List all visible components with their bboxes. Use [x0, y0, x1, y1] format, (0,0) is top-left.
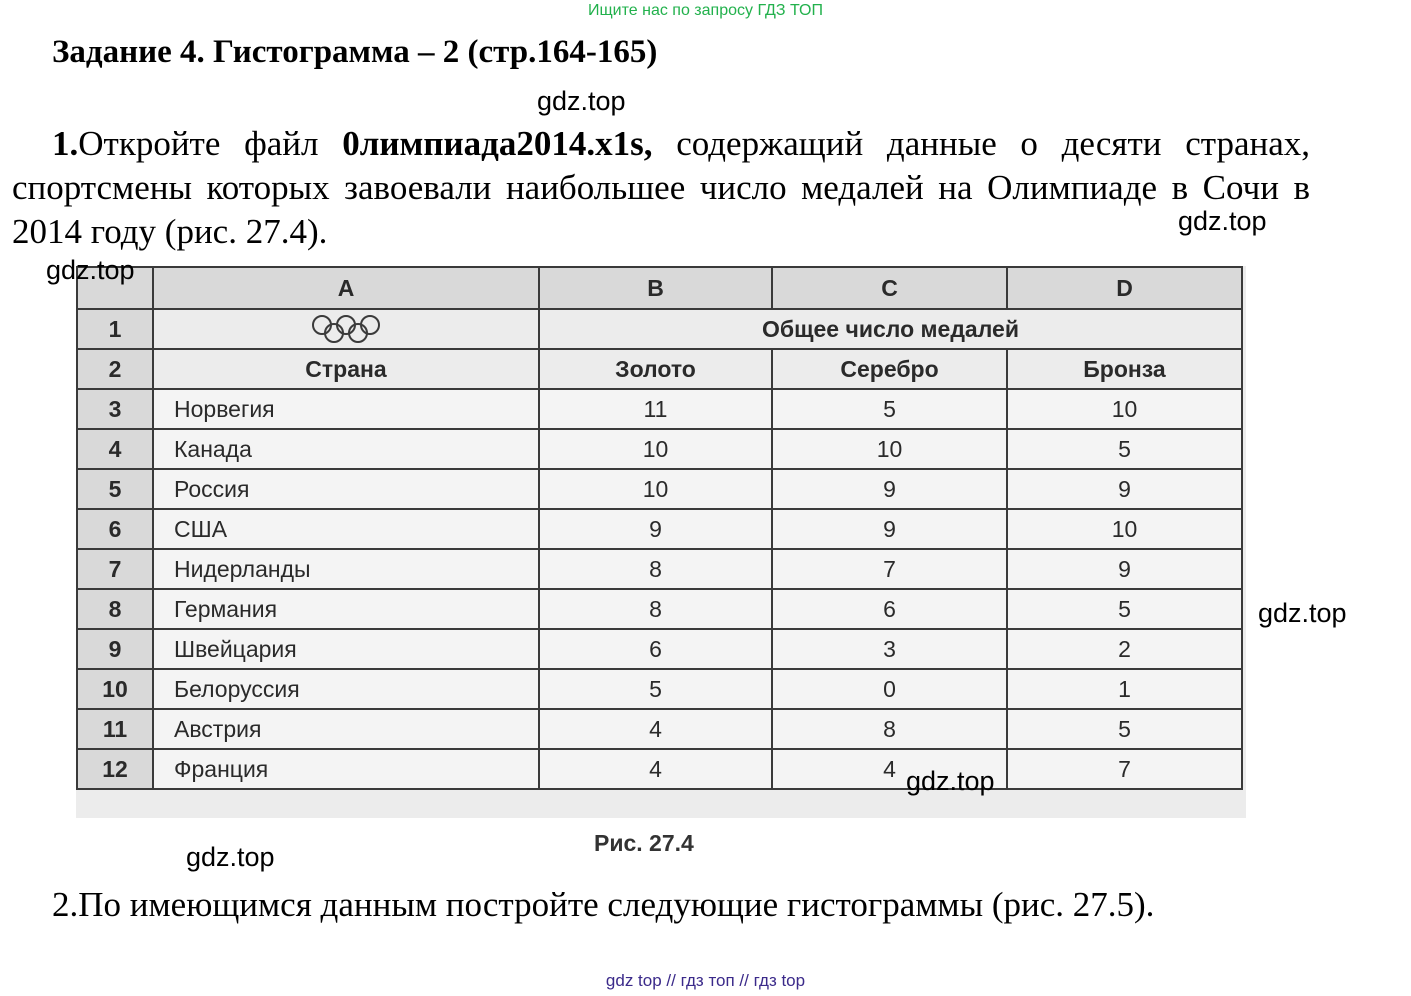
column-header-c: C — [772, 267, 1007, 309]
table-row — [77, 469, 1242, 509]
cell-silver: 9 — [772, 469, 1007, 509]
cell-bronze: 10 — [1007, 389, 1242, 429]
cell-country: Канада — [153, 429, 539, 469]
cell-country: Франция — [153, 749, 539, 789]
task-2-paragraph: 2.По имеющимся данным постройте следующие гистограммы (рис. 27.5). — [52, 885, 1155, 924]
cell-silver: 6 — [772, 589, 1007, 629]
cell-bronze: 9 — [1007, 469, 1242, 509]
row-number: 9 — [77, 629, 153, 669]
search-hint: Ищите нас по запросу ГДЗ ТОП — [588, 2, 823, 19]
watermark: gdz.top — [1258, 598, 1347, 628]
task-1-paragraph — [12, 122, 1310, 254]
cell-country: Белоруссия — [153, 669, 539, 709]
cell-country: Россия — [153, 469, 539, 509]
cell-gold: 8 — [539, 589, 772, 629]
figure-caption: Рис. 27.4 — [594, 830, 694, 856]
row-number: 3 — [77, 389, 153, 429]
header-silver: Серебро — [772, 349, 1007, 389]
row-number: 1 — [77, 309, 153, 349]
cell-gold: 9 — [539, 509, 772, 549]
cell-bronze: 5 — [1007, 589, 1242, 629]
column-header-a: A — [153, 267, 539, 309]
table-row — [77, 549, 1242, 589]
cell-silver: 8 — [772, 709, 1007, 749]
table-row — [77, 709, 1242, 749]
watermark: gdz.top — [906, 766, 995, 796]
cell-gold: 10 — [539, 429, 772, 469]
watermark: gdz.top — [1178, 206, 1267, 236]
cell-silver: 0 — [772, 669, 1007, 709]
watermark: gdz.top — [537, 86, 626, 116]
cell-bronze: 7 — [1007, 749, 1242, 789]
medals-title-cell: Общее число медалей — [539, 309, 1242, 349]
column-header-row — [77, 267, 1242, 309]
row-number: 6 — [77, 509, 153, 549]
table-row — [77, 389, 1242, 429]
cell-silver: 4 — [772, 749, 1007, 789]
cell-bronze: 9 — [1007, 549, 1242, 589]
table-row — [77, 509, 1242, 549]
task-1-number: 1. — [52, 124, 79, 163]
cell-bronze: 5 — [1007, 709, 1242, 749]
cell-gold: 10 — [539, 469, 772, 509]
table-row — [77, 629, 1242, 669]
footer-links: gdz top // гдз топ // гдз top — [605, 971, 806, 990]
cell-gold: 8 — [539, 549, 772, 589]
row-number: 12 — [77, 749, 153, 789]
row-number: 11 — [77, 709, 153, 749]
column-header-d: D — [1007, 267, 1242, 309]
column-header-b: B — [539, 267, 772, 309]
cell-gold: 4 — [539, 749, 772, 789]
olympic-rings-icon — [306, 314, 386, 344]
task-1-text-end: содержащий данные о десяти странах, спортсмены которых завоевали наибольшее число медалей на Олимпиаде в Сочи в 2014 году (рис. 27.4). — [12, 124, 1311, 251]
watermark: gdz.top — [46, 255, 135, 285]
row-number: 10 — [77, 669, 153, 709]
cell-gold: 4 — [539, 709, 772, 749]
table-row — [77, 669, 1242, 709]
header-bronze: Бронза — [1007, 349, 1242, 389]
row-number: 4 — [77, 429, 153, 469]
page-title: Задание 4. Гистограмма – 2 (стр.164-165) — [52, 34, 658, 70]
row-number: 8 — [77, 589, 153, 629]
cell-silver: 9 — [772, 509, 1007, 549]
cell-bronze: 1 — [1007, 669, 1242, 709]
cell-country: Нидерланды — [153, 549, 539, 589]
cell-silver: 5 — [772, 389, 1007, 429]
watermark: gdz.top — [186, 842, 275, 872]
table-row — [77, 309, 1242, 349]
row-number: 7 — [77, 549, 153, 589]
row-number: 2 — [77, 349, 153, 389]
cell-gold: 5 — [539, 669, 772, 709]
cell-country: Германия — [153, 589, 539, 629]
cell-silver: 7 — [772, 549, 1007, 589]
header-country: Страна — [153, 349, 539, 389]
row-number: 5 — [77, 469, 153, 509]
medal-spreadsheet — [76, 266, 1243, 790]
cell-country: США — [153, 509, 539, 549]
cell-bronze: 2 — [1007, 629, 1242, 669]
table-row — [77, 349, 1242, 389]
table-row — [77, 589, 1242, 629]
cell-gold: 11 — [539, 389, 772, 429]
cell-country: Швейцария — [153, 629, 539, 669]
cell-silver: 3 — [772, 629, 1007, 669]
cell-country: Австрия — [153, 709, 539, 749]
table-row — [77, 749, 1242, 789]
cell-silver: 10 — [772, 429, 1007, 469]
cell-gold: 6 — [539, 629, 772, 669]
olympic-rings-cell — [153, 309, 539, 349]
cell-bronze: 5 — [1007, 429, 1242, 469]
cell-country: Норвегия — [153, 389, 539, 429]
header-gold: Золото — [539, 349, 772, 389]
task-1-text-start: Откройте файл — [78, 124, 343, 163]
table-row — [77, 429, 1242, 469]
cell-bronze: 10 — [1007, 509, 1242, 549]
task-1-filename: 0лимпиада2014.x1s, — [342, 124, 653, 163]
